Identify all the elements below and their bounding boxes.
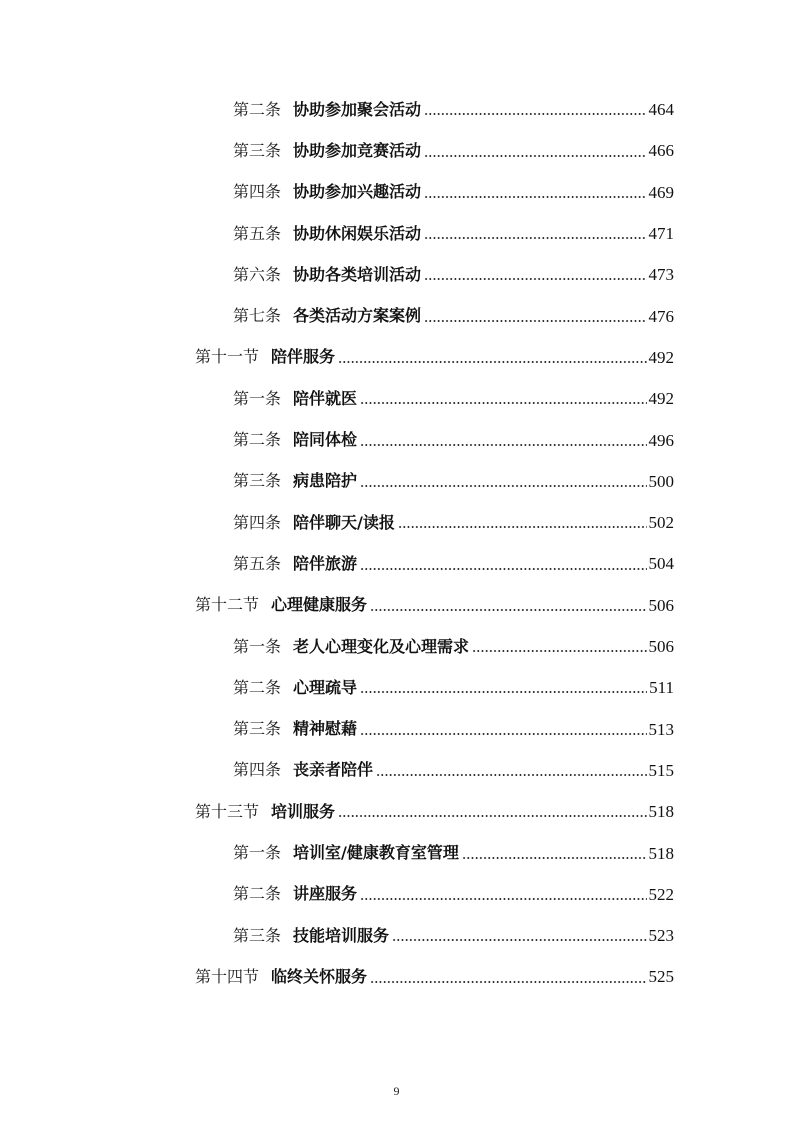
toc-entry-page: 525 [648,967,674,987]
toc-entry-title: 协助参加兴趣活动 [293,182,422,202]
toc-entry-label: 第十二节 [195,595,260,615]
toc-entry-label: 第三条 [233,471,282,491]
dot-leader [424,154,646,158]
dot-leader [398,525,647,529]
dot-leader [462,856,647,860]
toc-entry[interactable] [233,89,674,130]
toc-entry[interactable] [233,254,674,295]
toc-entry-page: 511 [649,678,674,698]
dot-leader [370,980,646,984]
toc-entry-title: 协助休闲娱乐活动 [293,223,422,243]
toc-entry[interactable] [233,874,674,915]
toc-entry-label: 第七条 [233,306,282,326]
dot-leader [360,732,646,736]
toc-entry-page: 473 [648,265,674,285]
toc-section-entry[interactable] [195,337,674,378]
toc-entry-label: 第一条 [233,388,282,408]
toc-entry-title: 协助参加竞赛活动 [293,140,422,160]
toc-entry-page: 469 [648,182,674,202]
dot-leader [376,773,646,777]
dot-leader [360,897,646,901]
toc-entry[interactable] [233,378,674,419]
toc-section-entry[interactable] [195,585,674,626]
toc-entry-title: 各类活动方案案例 [293,306,422,326]
toc-entry-title: 心理健康服务 [271,595,368,615]
toc-entry[interactable] [233,626,674,667]
toc-entry-title: 协助各类培训活动 [293,264,422,284]
toc-entry-label: 第十四节 [195,966,260,986]
toc-entry-title: 陪伴服务 [271,347,336,367]
toc-entry[interactable] [233,667,674,708]
toc-entry[interactable] [233,750,674,791]
toc-entry-title: 心理疏导 [293,677,358,697]
toc-entry-page: 471 [648,224,674,244]
toc-entry-title: 陪同体检 [293,430,358,450]
toc-entry-label: 第四条 [233,182,282,202]
toc-entry-page: 476 [648,306,674,326]
toc-entry-title: 丧亲者陪伴 [293,760,374,780]
dot-leader [338,360,646,364]
toc-entry-page: 518 [648,802,674,822]
toc-entry-label: 第二条 [233,430,282,450]
toc-entry-label: 第十三节 [195,801,260,821]
dot-leader [472,649,646,653]
toc-entry[interactable] [233,213,674,254]
dot-leader [360,401,646,405]
toc-entry[interactable] [233,461,674,502]
toc-entry-page: 506 [648,595,674,615]
toc-entry-title: 讲座服务 [293,884,358,904]
toc-entry-label: 第三条 [233,925,282,945]
dot-leader [424,319,646,323]
toc-entry[interactable] [233,419,674,460]
toc-entry-page: 504 [648,554,674,574]
toc-entry-title: 技能培训服务 [293,925,390,945]
toc-entry-label: 第三条 [233,140,282,160]
toc-entry-label: 第二条 [233,99,282,119]
toc-entry-label: 第二条 [233,884,282,904]
toc-entry-page: 506 [648,637,674,657]
toc-entry-title: 培训室/健康教育室管理 [293,843,459,863]
toc-entry-label: 第四条 [233,760,282,780]
toc-entry-label: 第四条 [233,512,282,532]
toc-section-entry[interactable] [195,791,674,832]
dot-leader [424,277,646,281]
dot-leader [370,608,646,612]
dot-leader [424,195,646,199]
dot-leader [360,690,647,694]
toc-entry-page: 513 [648,719,674,739]
toc-entry[interactable] [233,130,674,171]
toc-entry[interactable] [233,172,674,213]
dot-leader [338,814,646,818]
toc-entry-title: 培训服务 [271,801,336,821]
dot-leader [424,236,646,240]
toc-entry-title: 老人心理变化及心理需求 [293,636,470,656]
toc-entry-title: 病患陪护 [293,471,358,491]
toc-entry-page: 466 [648,141,674,161]
toc-entry-page: 496 [648,430,674,450]
toc-entry-page: 523 [648,926,674,946]
toc-entry-label: 第二条 [233,677,282,697]
dot-leader [360,567,646,571]
toc-entry-page: 502 [648,513,674,533]
toc-entry-label: 第五条 [233,223,282,243]
toc-entry-title: 陪伴旅游 [293,553,358,573]
toc-entry[interactable] [233,915,674,956]
dot-leader [360,443,646,447]
toc-entry-title: 陪伴就医 [293,388,358,408]
toc-entry-label: 第十一节 [195,347,260,367]
toc-entry-label: 第三条 [233,719,282,739]
toc-entry-page: 515 [648,760,674,780]
toc-entry-label: 第六条 [233,264,282,284]
dot-leader [360,484,646,488]
toc-entry-page: 500 [648,471,674,491]
toc-entry[interactable] [233,709,674,750]
toc-entry-title: 精神慰藉 [293,719,358,739]
toc-entry[interactable] [233,543,674,584]
toc-section-entry[interactable] [195,956,674,997]
toc-entry-title: 协助参加聚会活动 [293,99,422,119]
toc-entry-title: 陪伴聊天/读报 [293,512,395,532]
dot-leader [392,938,646,942]
toc-entry-page: 492 [648,389,674,409]
toc-entry-page: 464 [648,100,674,120]
toc-entry[interactable] [233,296,674,337]
toc-entry-label: 第一条 [233,843,282,863]
page-number: 9 [393,1084,400,1098]
toc-entry-title: 临终关怀服务 [271,966,368,986]
dot-leader [424,112,646,116]
toc-entry[interactable] [233,832,674,873]
toc-entry[interactable] [233,502,674,543]
toc-entry-page: 492 [648,347,674,367]
toc-entry-page: 522 [648,884,674,904]
toc-entry-label: 第一条 [233,636,282,656]
toc-entry-page: 518 [648,843,674,863]
toc-entry-label: 第五条 [233,553,282,573]
